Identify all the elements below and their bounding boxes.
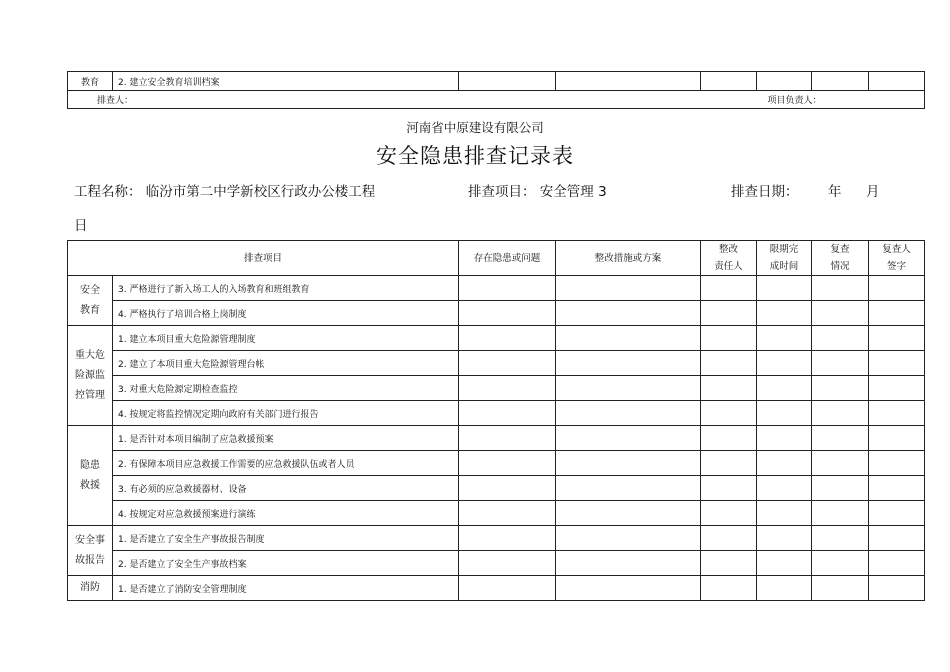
inspection-table: [67, 240, 925, 601]
project-name: 临汾市第二中学新校区行政办公楼工程: [145, 184, 376, 200]
hazard-cell: [459, 276, 556, 301]
header-line: 成时间: [769, 261, 799, 272]
item-cell: 4. 按规定将监控情况定期向政府有关部门进行报告: [113, 401, 459, 426]
signer-cell: [869, 501, 925, 526]
responsible-cell: [701, 301, 757, 326]
hazard-cell: [459, 301, 556, 326]
responsible-cell: [701, 501, 757, 526]
measures-cell: [556, 426, 701, 451]
item-info: [468, 180, 607, 200]
deadline-cell: [757, 351, 812, 376]
deadline-cell: [757, 72, 812, 91]
responsible-cell: [701, 401, 757, 426]
measures-cell: [556, 301, 701, 326]
category-cell: [68, 526, 113, 576]
manager-label: 项目负责人：: [767, 96, 822, 106]
signer-cell: [869, 526, 925, 551]
responsible-cell: [701, 276, 757, 301]
table-row: [68, 276, 925, 301]
deadline-cell: [757, 551, 812, 576]
recheck-cell: [812, 301, 869, 326]
deadline-cell: [757, 451, 812, 476]
item-cell: 3. 有必须的应急救援器材、设备: [113, 476, 459, 501]
measures-cell: [556, 551, 701, 576]
table-row: [68, 451, 925, 476]
hazard-cell: [459, 526, 556, 551]
header-item: 排查项目: [68, 241, 459, 276]
category-line: 险源监: [75, 369, 105, 381]
hazard-cell: [459, 426, 556, 451]
responsible-cell: [701, 351, 757, 376]
table-row: [68, 426, 925, 451]
hazard-cell: [459, 376, 556, 401]
item-value: 安全管理 3: [539, 184, 607, 200]
item-cell: 1. 是否建立了消防安全管理制度: [113, 576, 459, 601]
responsible-cell: [701, 376, 757, 401]
measures-cell: [556, 376, 701, 401]
responsible-cell: [701, 426, 757, 451]
hazard-cell: [459, 551, 556, 576]
measures-cell: [556, 451, 701, 476]
item-cell: 1. 是否建立了安全生产事故报告制度: [113, 526, 459, 551]
header-signer: [869, 241, 925, 276]
item-cell: 4. 按规定对应急救援预案进行演练: [113, 501, 459, 526]
header-deadline: [757, 241, 812, 276]
deadline-cell: [757, 326, 812, 351]
signer-cell: [869, 301, 925, 326]
item-cell: 3. 严格进行了新入场工人的入场教育和班组教育: [113, 276, 459, 301]
signer-cell: [869, 426, 925, 451]
responsible-cell: [701, 551, 757, 576]
recheck-cell: [812, 501, 869, 526]
item-cell: 2. 是否建立了安全生产事故档案: [113, 551, 459, 576]
measures-cell: [556, 276, 701, 301]
recheck-cell: [812, 551, 869, 576]
item-cell: 4. 严格执行了培训合格上岗制度: [113, 301, 459, 326]
header-line: 责任人: [714, 261, 743, 272]
table-row: [68, 501, 925, 526]
measures-cell: [556, 501, 701, 526]
project-label: 工程名称：: [74, 184, 142, 200]
recheck-cell: [812, 326, 869, 351]
hazard-cell: [459, 451, 556, 476]
category-line: 重大危: [75, 349, 105, 361]
header-line: 签字: [887, 261, 907, 272]
signer-cell: [869, 351, 925, 376]
item-cell: 2. 建立安全教育培训档案: [113, 72, 459, 91]
deadline-cell: [757, 376, 812, 401]
deadline-cell: [757, 526, 812, 551]
table-row: [68, 576, 925, 601]
measures-cell: [556, 576, 701, 601]
inspector-label: 排查人：: [97, 96, 134, 106]
deadline-cell: [757, 276, 812, 301]
date-label: 排查日期：: [731, 184, 799, 200]
signer-cell: [869, 551, 925, 576]
hazard-cell: [459, 576, 556, 601]
hazard-cell: [459, 476, 556, 501]
category-cell: [68, 326, 113, 426]
table-row: [68, 401, 925, 426]
category-line: 故报告: [75, 554, 105, 566]
recheck-cell: [812, 526, 869, 551]
header-line: 整改: [719, 244, 739, 255]
category-line: 控管理: [75, 389, 105, 401]
hazard-cell: [459, 401, 556, 426]
recheck-cell: [812, 576, 869, 601]
signer-cell: [869, 476, 925, 501]
header-line: 复查: [830, 244, 850, 255]
header-row: [68, 241, 925, 276]
signer-cell: [869, 576, 925, 601]
measures-cell: [556, 351, 701, 376]
year-label: 年: [828, 184, 842, 200]
header-recheck: [812, 241, 869, 276]
table-row: [68, 326, 925, 351]
signer-cell: [869, 376, 925, 401]
header-responsible: [701, 241, 757, 276]
table-row: [68, 526, 925, 551]
signer-cell: [869, 72, 925, 91]
table-row: [68, 476, 925, 501]
measures-cell: [556, 401, 701, 426]
measures-cell: [556, 476, 701, 501]
company-name: 河南省中原建设有限公司: [406, 120, 544, 135]
item-cell: 2. 有保障本项目应急救援工作需要的应急救援队伍或者人员: [113, 451, 459, 476]
category-cell: [68, 426, 113, 526]
hazard-cell: [459, 351, 556, 376]
signer-cell: [869, 401, 925, 426]
measures-cell: [556, 72, 701, 91]
category-cell: [68, 576, 113, 601]
hazard-cell: [459, 501, 556, 526]
responsible-cell: [701, 451, 757, 476]
measures-cell: [556, 526, 701, 551]
item-cell: 3. 对重大危险源定期检查监控: [113, 376, 459, 401]
deadline-cell: [757, 401, 812, 426]
signer-cell: [869, 451, 925, 476]
recheck-cell: [812, 351, 869, 376]
month-label: 月: [866, 184, 880, 200]
item-label: 排查项目：: [468, 184, 536, 200]
recheck-cell: [812, 72, 869, 91]
deadline-cell: [757, 476, 812, 501]
recheck-cell: [812, 426, 869, 451]
recheck-cell: [812, 376, 869, 401]
recheck-cell: [812, 476, 869, 501]
signer-cell: [869, 276, 925, 301]
item-cell: 1. 建立本项目重大危险源管理制度: [113, 326, 459, 351]
category-line: 安全事: [75, 534, 105, 546]
header-line: 限期完: [769, 244, 799, 255]
project-info: [74, 180, 375, 200]
category-line: 救援: [80, 479, 100, 491]
category-line: 隐患: [80, 459, 100, 471]
deadline-cell: [757, 576, 812, 601]
day-label: 日: [74, 218, 88, 234]
responsible-cell: [701, 72, 757, 91]
category-cell: [68, 276, 113, 326]
hazard-cell: [459, 326, 556, 351]
deadline-cell: [757, 501, 812, 526]
table-row: [68, 551, 925, 576]
header-measures: 整改措施或方案: [556, 241, 701, 276]
category-line: 安全: [80, 284, 100, 296]
table-row: [68, 351, 925, 376]
header-line: 情况: [830, 261, 850, 272]
recheck-cell: [812, 276, 869, 301]
responsible-cell: [701, 576, 757, 601]
category-line: 消防: [80, 582, 100, 593]
measures-cell: [556, 326, 701, 351]
item-cell: 2. 建立了本项目重大危险源管理台帐: [113, 351, 459, 376]
page-title: 安全隐患排查记录表: [376, 144, 574, 168]
hazard-cell: [459, 72, 556, 91]
header-hazard: 存在隐患或问题: [459, 241, 556, 276]
responsible-cell: [701, 526, 757, 551]
recheck-cell: [812, 451, 869, 476]
header-line: 复查人: [882, 244, 911, 255]
deadline-cell: [757, 301, 812, 326]
recheck-cell: [812, 401, 869, 426]
responsible-cell: [701, 476, 757, 501]
deadline-cell: [757, 426, 812, 451]
category-line: 教育: [80, 304, 100, 316]
table-row: [68, 301, 925, 326]
signer-cell: [869, 326, 925, 351]
previous-table-fragment: [67, 71, 925, 109]
item-cell: 1. 是否针对本项目编制了应急救援预案: [113, 426, 459, 451]
table-row: [68, 376, 925, 401]
signature-footer: [68, 91, 925, 109]
category-cell: 教育: [68, 72, 113, 91]
responsible-cell: [701, 326, 757, 351]
